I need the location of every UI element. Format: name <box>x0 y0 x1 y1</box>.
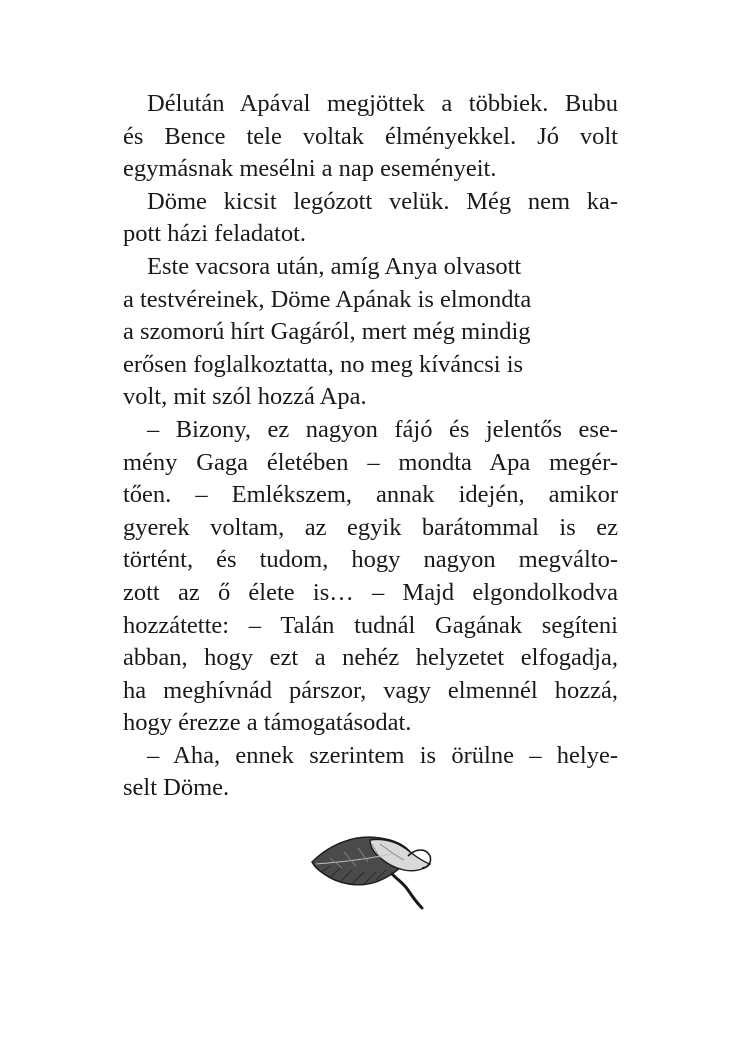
text-line: tően. – Emlékszem, annak idején, amikor <box>123 481 618 509</box>
text-line: zott az ő élete is… – Majd elgondolkodva <box>123 578 618 606</box>
text-line: ha meghívnád párszor, vagy elmennél hozzá, <box>123 676 618 704</box>
text-line: hozzátette: – Talán tudnál Gagának segíteni <box>123 611 618 639</box>
text-line: – Aha, ennek szerintem is örülne – helye- <box>147 741 618 769</box>
body-text <box>123 88 618 805</box>
text-line: történt, és tudom, hogy nagyon megválto- <box>123 546 618 574</box>
text-line: egymásnak mesélni a nap eseményeit. <box>123 155 497 183</box>
text-line: – Bizony, ez nagyon fájó és jelentős ese- <box>147 415 618 443</box>
text-line: Döme kicsit legózott velük. Még nem ka- <box>147 187 618 215</box>
text-line: a szomorú hírt Gagáról, mert még mindig <box>123 318 531 346</box>
text-line: selt Döme. <box>123 774 230 802</box>
text-line: mény Gaga életében – mondta Apa megér- <box>123 448 618 476</box>
text-line: volt, mit szól hozzá Apa. <box>123 383 367 411</box>
leaf-icon <box>300 822 440 917</box>
text-line: Délután Apával megjöttek a többiek. Bubu <box>147 90 618 117</box>
text-line: pott házi feladatot. <box>123 220 306 248</box>
text-line: hogy érezze a támogatásodat. <box>123 709 412 737</box>
text-line: abban, hogy ezt a nehéz helyzetet elfogadja, <box>123 644 618 672</box>
text-line: gyerek voltam, az egyik barátommal is ez <box>123 513 618 541</box>
text-line: Este vacsora után, amíg Anya olvasott <box>147 252 522 280</box>
text-line: a testvéreinek, Döme Apának is elmondta <box>123 285 532 313</box>
leaf-illustration <box>300 822 440 917</box>
text-line: és Bence tele voltak élményekkel. Jó volt <box>123 122 618 150</box>
text-line: erősen foglalkoztatta, no meg kíváncsi is <box>123 350 524 378</box>
